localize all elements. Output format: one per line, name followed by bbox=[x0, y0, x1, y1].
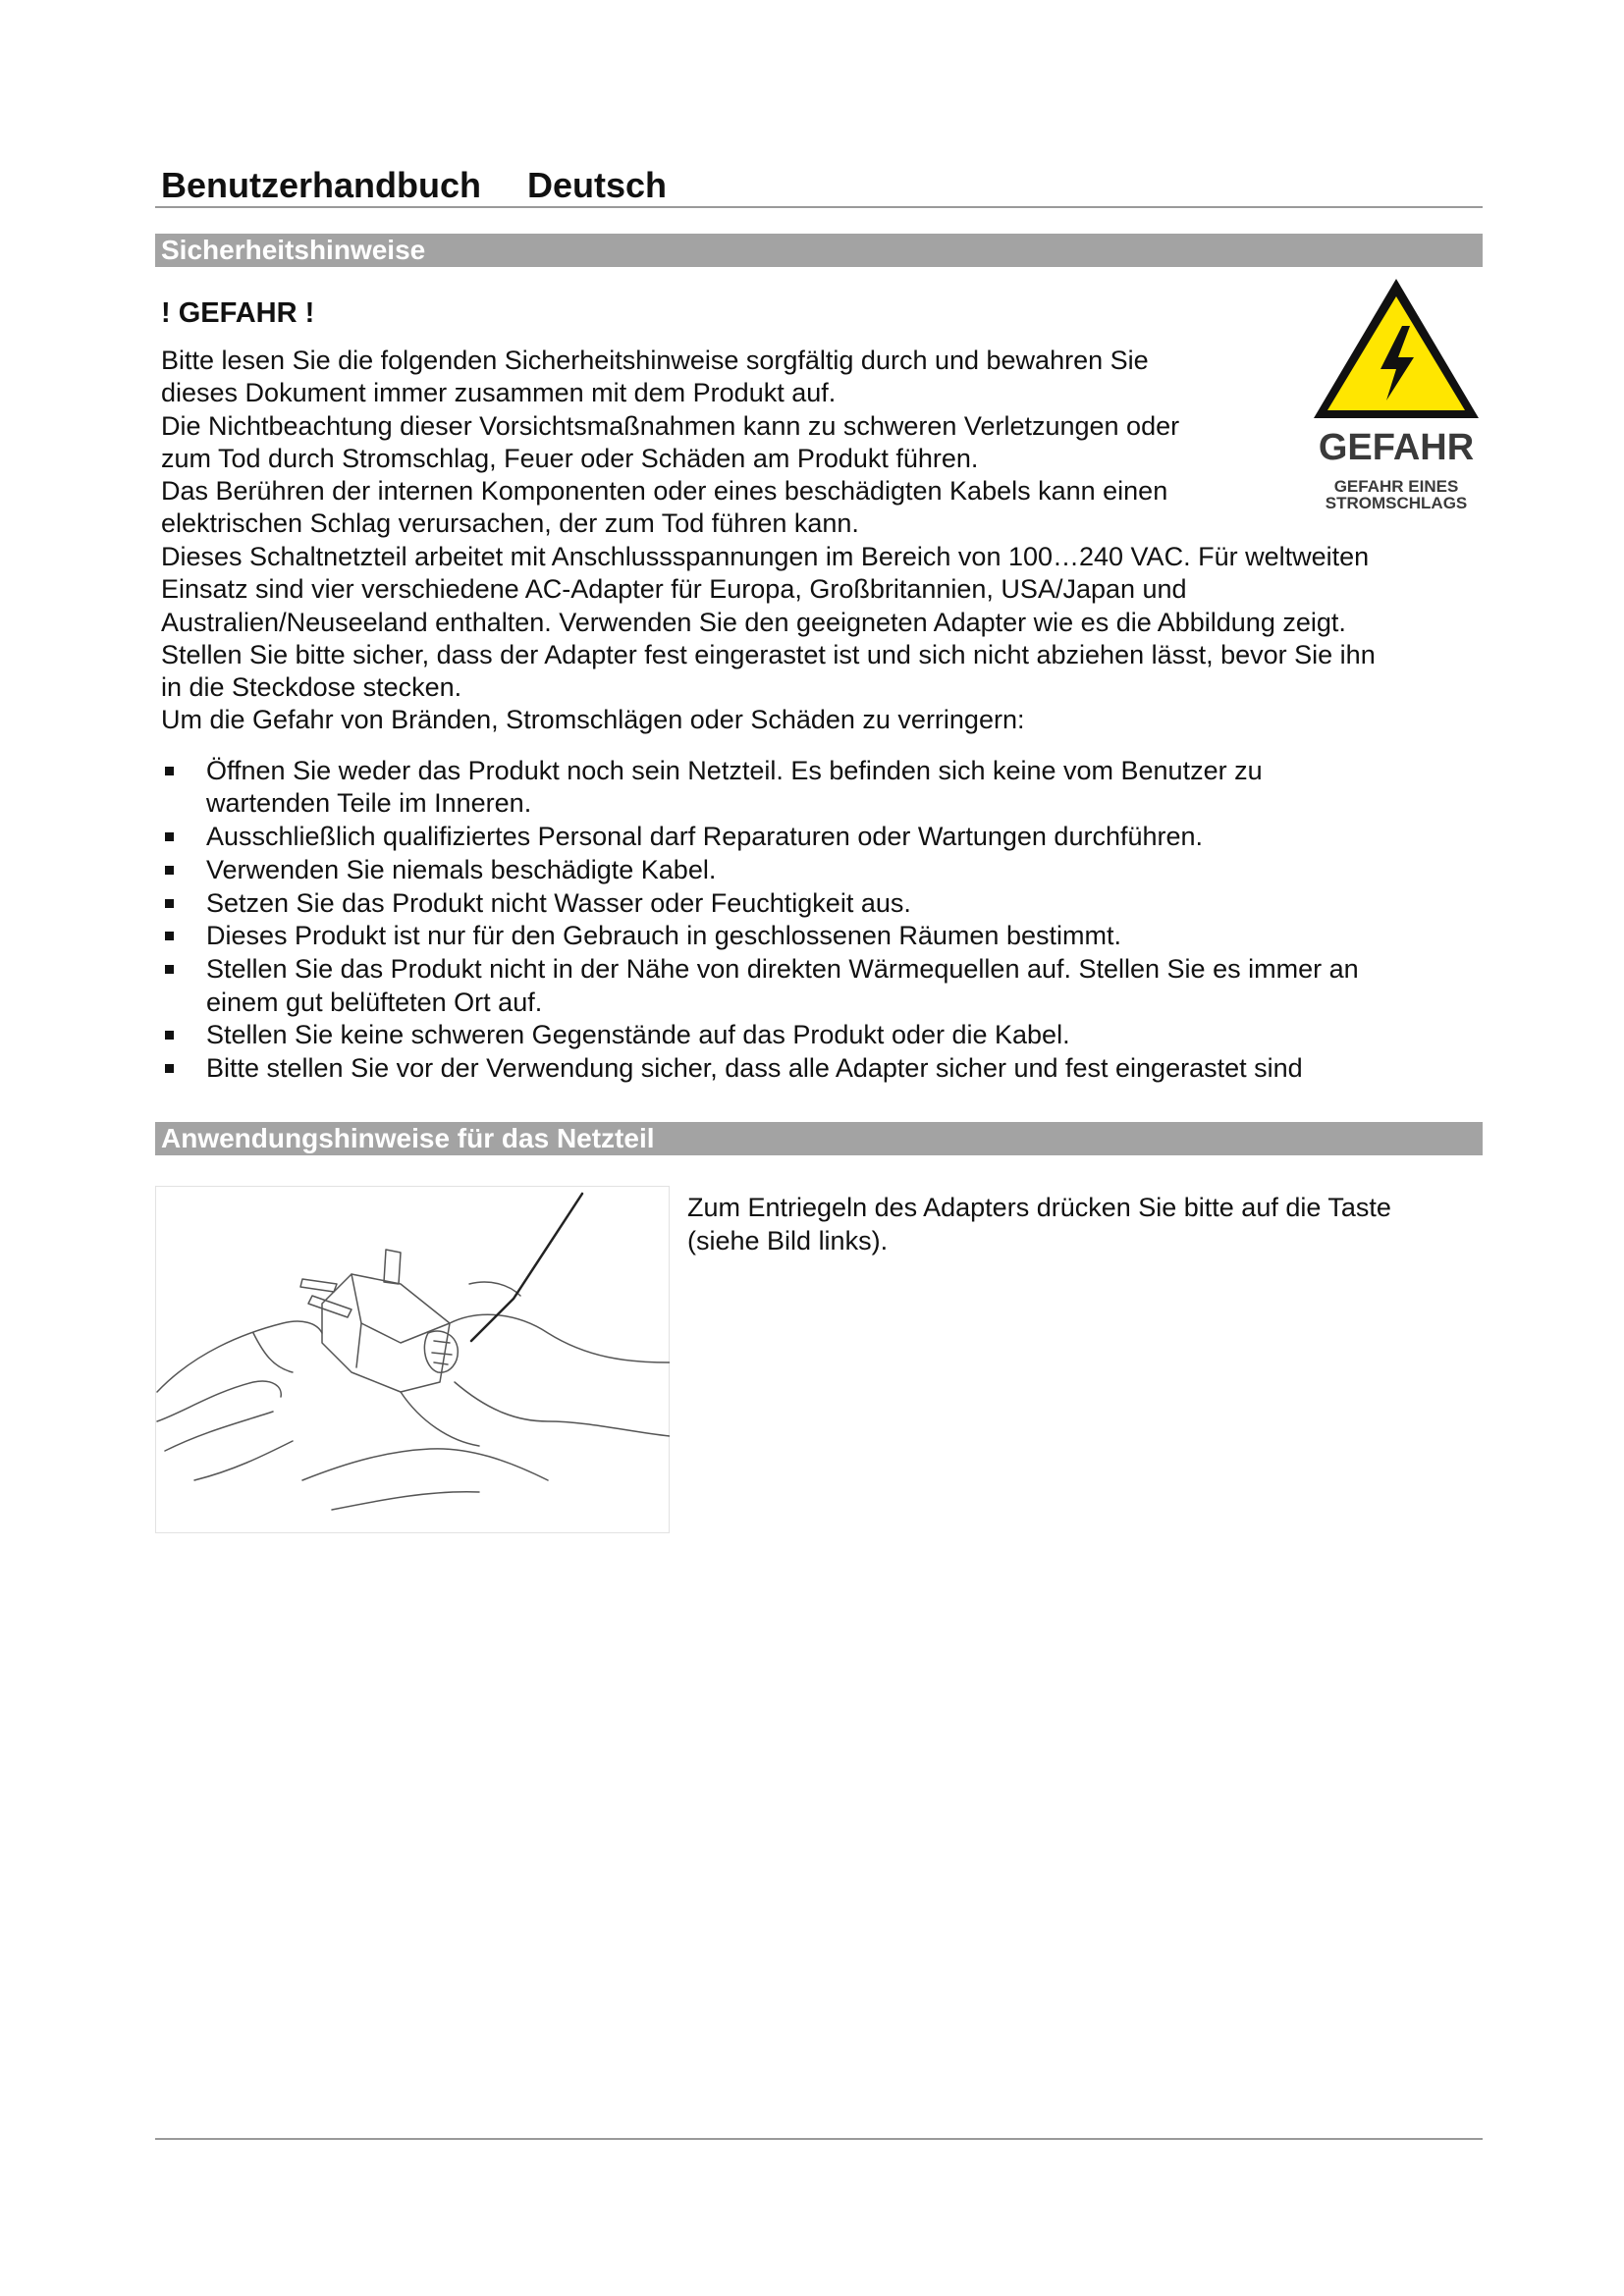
section-usage-title: Anwendungshinweise für das Netzteil bbox=[155, 1122, 1483, 1155]
warning-sublabel bbox=[1310, 478, 1483, 511]
usage-instruction-text bbox=[687, 1191, 1473, 1257]
bullet-square-icon bbox=[165, 1064, 174, 1073]
text-line: Zum Entriegeln des Adapters drücken Sie bitte auf die Taste bbox=[687, 1193, 1391, 1222]
danger-warning-sign bbox=[1310, 275, 1483, 520]
bullet-square-icon bbox=[165, 1031, 174, 1040]
text-line: Einsatz sind vier verschiedene AC-Adapter für Europa, Großbritannien, USA/Japan und bbox=[161, 574, 1187, 605]
text-line: Das Berühren der internen Komponenten oder eines beschädigten Kabels kann einen bbox=[161, 476, 1168, 507]
warning-label: GEFAHR bbox=[1318, 427, 1475, 468]
text-line: zum Tod durch Stromschlag, Feuer oder Schäden am Produkt führen. bbox=[161, 443, 979, 473]
bullet-square-icon bbox=[165, 767, 174, 775]
text-line: Die Nichtbeachtung dieser Vorsichtsmaßnahmen kann zu schweren Verletzungen oder bbox=[161, 410, 1180, 441]
bullet-square-icon bbox=[165, 932, 174, 940]
text-line: Bitte lesen Sie die folgenden Sicherheitshinweise sorgfältig durch und bewahren Sie bbox=[161, 346, 1149, 375]
list-item: Ausschließlich qualifiziertes Personal darf Reparaturen oder Wartungen durchführen. bbox=[161, 821, 1487, 853]
high-voltage-warning-icon bbox=[1310, 275, 1483, 422]
list-item: Verwenden Sie niemals beschädigte Kabel. bbox=[161, 854, 1487, 886]
list-item: Öffnen Sie weder das Produkt noch sein Netzteil. Es befinden sich keine vom Benutzer zu wartenden Teile im Inneren. bbox=[161, 755, 1487, 821]
text-line: in die Steckdose stecken. bbox=[161, 672, 462, 703]
footer-divider bbox=[155, 2138, 1483, 2140]
safety-bullet-list bbox=[161, 755, 1487, 1086]
section-safety-title: Sicherheitshinweise bbox=[155, 234, 1483, 267]
list-item: Dieses Produkt ist nur für den Gebrauch in geschlossenen Räumen bestimmt. bbox=[161, 920, 1487, 952]
safety-intro-paragraph bbox=[161, 345, 1280, 541]
header-language: Deutsch bbox=[527, 165, 668, 205]
safety-details-paragraph bbox=[161, 541, 1487, 737]
bullet-square-icon bbox=[165, 965, 174, 974]
bullet-square-icon bbox=[165, 899, 174, 908]
bullet-square-icon bbox=[165, 832, 174, 841]
warning-sublabel-line: STROMSCHLAGS bbox=[1325, 494, 1468, 512]
text-line: elektrischen Schlag verursachen, der zum Tod führen kann. bbox=[161, 508, 859, 539]
text-line: dieses Dokument immer zusammen mit dem Produkt auf. bbox=[161, 378, 837, 408]
text-line: Stellen Sie bitte sicher, dass der Adapter fest eingerastet ist und sich nicht abziehen lässt, bevor Sie ihn bbox=[161, 639, 1376, 669]
list-item: Setzen Sie das Produkt nicht Wasser oder Feuchtigkeit aus. bbox=[161, 887, 1487, 920]
adapter-release-illustration bbox=[155, 1186, 670, 1533]
text-line: Australien/Neuseeland enthalten. Verwenden Sie den geeigneten Adapter wie es die Abbildung zeigt. bbox=[161, 607, 1346, 637]
warning-sublabel-line: GEFAHR EINES bbox=[1333, 477, 1459, 496]
list-item: Stellen Sie das Produkt nicht in der Nähe von direkten Wärmequellen auf. Stellen Sie es immer an einem gut belüfteten Ort auf. bbox=[161, 953, 1487, 1019]
danger-heading: ! GEFAHR ! bbox=[161, 297, 315, 329]
text-line: Dieses Schaltnetzteil arbeitet mit Anschlussspannungen im Bereich von 100…240 VAC. Für weltweiten bbox=[161, 542, 1370, 571]
bullet-square-icon bbox=[165, 866, 174, 875]
list-item: Stellen Sie keine schweren Gegenstände auf das Produkt oder die Kabel. bbox=[161, 1019, 1487, 1051]
text-line: Um die Gefahr von Bränden, Stromschlägen oder Schäden zu verringern: bbox=[161, 705, 1025, 735]
list-item: Bitte stellen Sie vor der Verwendung sicher, dass alle Adapter sicher und fest eingerastet sind bbox=[161, 1052, 1487, 1085]
text-line: (siehe Bild links). bbox=[687, 1226, 889, 1255]
page-header bbox=[155, 161, 1483, 208]
header-title: Benutzerhandbuch bbox=[161, 165, 482, 205]
